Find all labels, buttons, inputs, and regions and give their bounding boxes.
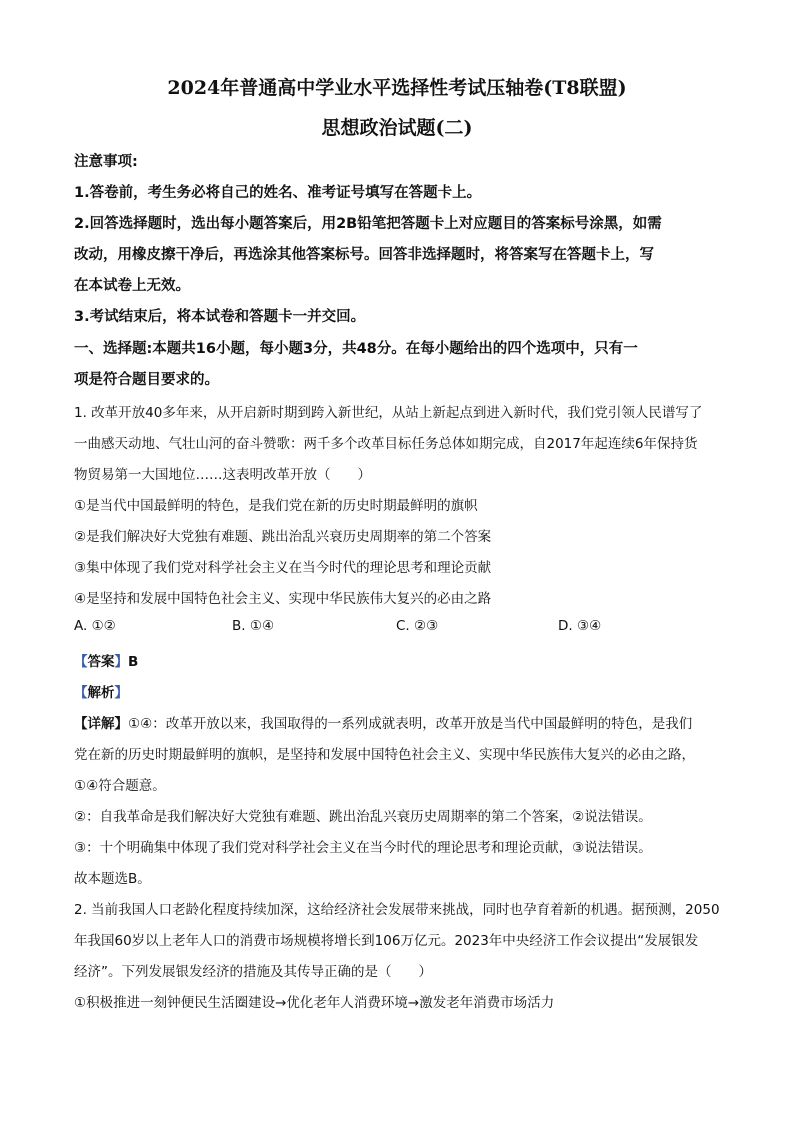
q1-detail-line-3: ①④符合题意。 <box>74 778 166 794</box>
q1-option-d: D. ③④ <box>558 618 602 634</box>
q2-stem-line-3: 经济”。下列发展银发经济的措施及其传导正确的是（ ） <box>74 964 432 980</box>
q1-answer: 【答案】B <box>74 654 139 670</box>
notice-item-2-line-1: 2.回答选择题时，选出每小题答案后，用2B铅笔把答题卡上对应题目的答案标号涂黑，如需 <box>74 216 662 232</box>
q1-statement-4: ④是坚持和发展中国特色社会主义、实现中华民族伟大复兴的必由之路 <box>74 591 492 607</box>
section-1-line-1: 一、选择题:本题共16小题，每小题3分，共48分。在每小题给出的四个选项中，只有一 <box>74 341 638 357</box>
notice-heading: 注意事项: <box>74 154 138 170</box>
notice-item-2-line-2: 改动，用橡皮擦干净后，再选涂其他答案标号。回答非选择题时，将答案写在答题卡上，写 <box>74 247 654 263</box>
q1-detail-text-1: ①④：改革开放以来，我国取得的一系列成就表明，改革开放是当代中国最鲜明的特色，是我们 <box>128 716 693 732</box>
q1-analysis-label: 解析 <box>87 685 115 701</box>
q2-stem-line-1: 2. 当前我国人口老龄化程度持续加深，这给经济社会发展带来挑战，同时也孕育着新的机遇。据预测，2050 <box>74 902 720 918</box>
notice-item-3: 3.考试结束后，将本试卷和答题卡一并交回。 <box>74 309 366 325</box>
q1-answer-label: 答案 <box>87 654 115 670</box>
q1-option-a: A. ①② <box>74 618 116 634</box>
q1-detail-line-6: 故本题选B。 <box>74 871 151 887</box>
q1-option-b: B. ①④ <box>232 618 275 634</box>
q1-answer-value: B <box>128 654 139 670</box>
q1-stem-line-1: 1. 改革开放40多年来，从开启新时期到跨入新世纪，从站上新起点到进入新时代，我们党引领人民谱写了 <box>74 405 703 421</box>
notice-item-1: 1.答卷前，考生务必将自己的姓名、准考证号填写在答题卡上。 <box>74 185 482 201</box>
q1-detail-label: 详解 <box>87 716 115 732</box>
q1-detail-line-5: ③：十个明确集中体现了我们党对科学社会主义在当今时代的理论思考和理论贡献，③说法错误。 <box>74 840 652 856</box>
section-1-line-2: 项是符合题目要求的。 <box>74 372 219 388</box>
q1-statement-3: ③集中体现了我们党对科学社会主义在当今时代的理论思考和理论贡献 <box>74 560 492 576</box>
q1-analysis: 【解析】 <box>74 685 128 701</box>
q1-option-c: C. ②③ <box>396 618 439 634</box>
q1-statement-2: ②是我们解决好大党独有难题、跳出治乱兴衰历史周期率的第二个答案 <box>74 529 492 545</box>
q1-detail-line-1: 【详解】①④：改革开放以来，我国取得的一系列成就表明，改革开放是当代中国最鲜明的特色，是我们 <box>74 716 693 732</box>
exam-subtitle: 思想政治试题(二) <box>321 117 473 139</box>
exam-title: 2024年普通高中学业水平选择性考试压轴卷(T8联盟) <box>167 77 627 99</box>
q1-statement-1: ①是当代中国最鲜明的特色，是我们党在新的历史时期最鲜明的旗帜 <box>74 498 478 514</box>
q2-statement-1: ①积极推进一刻钟便民生活圈建设→优化老年人消费环境→激发老年消费市场活力 <box>74 995 555 1011</box>
notice-item-2-line-3: 在本试卷上无效。 <box>74 278 190 294</box>
q1-detail-line-4: ②：自我革命是我们解决好大党独有难题、跳出治乱兴衰历史周期率的第二个答案，②说法错误。 <box>74 809 652 825</box>
q1-stem-line-3: 物贸易第一大国地位……这表明改革开放（ ） <box>74 467 371 483</box>
q1-stem-line-2: 一曲感天动地、气壮山河的奋斗赞歌：两千多个改革目标任务总体如期完成，自2017年起连续6年保持货 <box>74 436 698 452</box>
q2-stem-line-2: 年我国60岁以上老年人口的消费市场规模将增长到106万亿元。2023年中央经济工作会议提出“发展银发 <box>74 933 699 949</box>
q1-detail-line-2: 党在新的历史时期最鲜明的旗帜，是坚持和发展中国特色社会主义、实现中华民族伟大复兴的必由之路， <box>74 747 695 763</box>
